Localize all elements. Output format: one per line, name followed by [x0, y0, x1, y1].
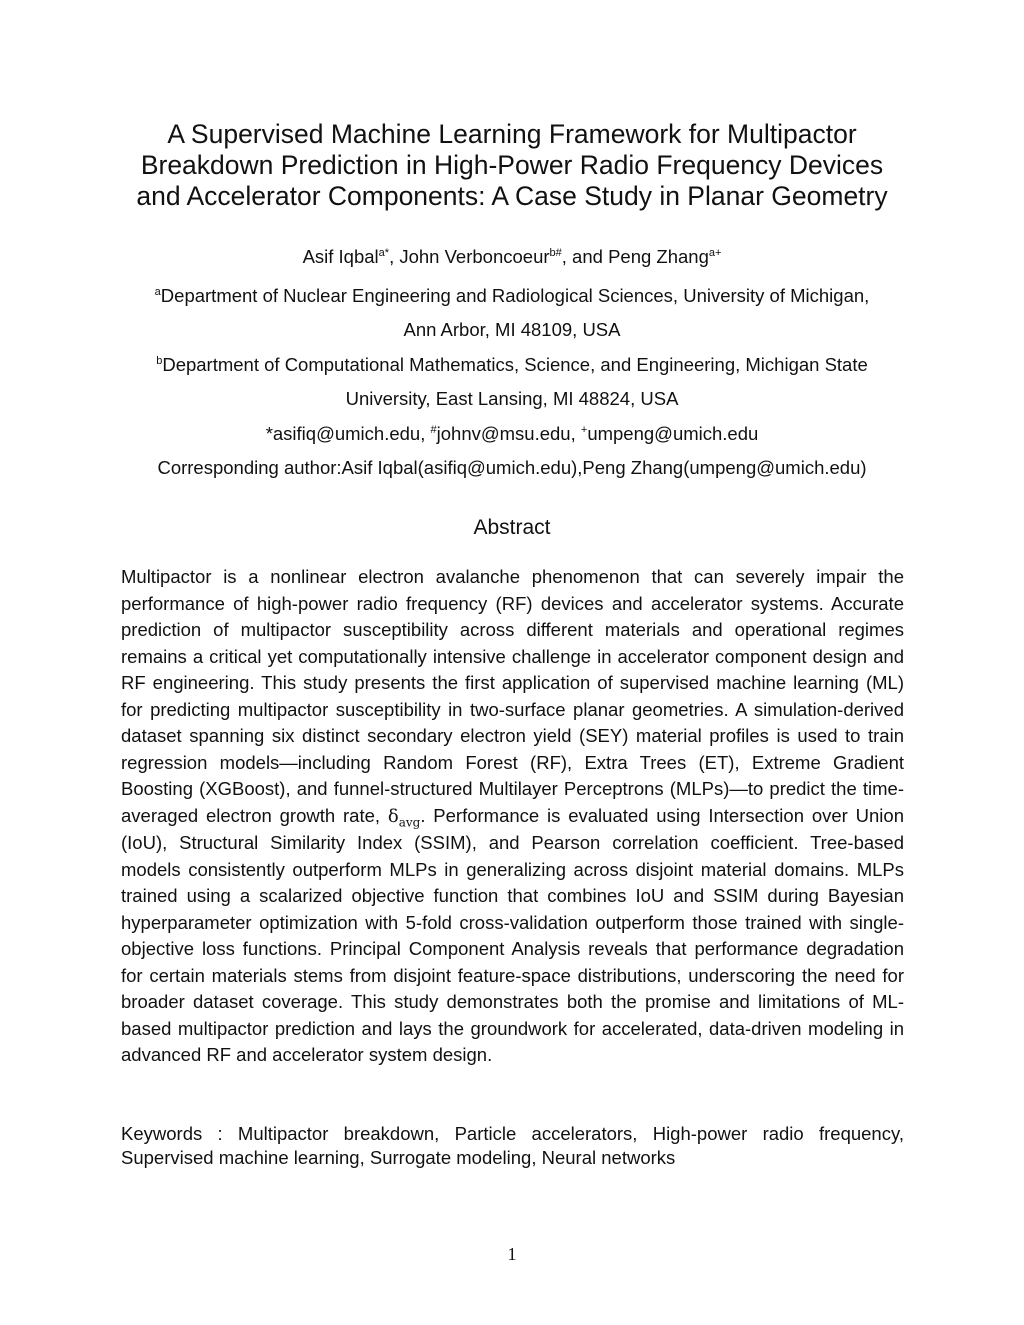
title-line-1: A Supervised Machine Learning Framework for Multipactor	[167, 119, 857, 149]
affiliation-b	[60, 354, 964, 376]
email-separator: ,	[570, 423, 581, 444]
keywords: Keywords : Multipactor breakdown, Particle accelerators, High-power radio frequency, Supervised machine learning, Surrogate modeling, Neural networks	[121, 1123, 904, 1168]
email-mark: +	[580, 424, 588, 436]
author-list	[60, 246, 964, 268]
author-separator: , and	[561, 246, 609, 267]
affiliation-b-address: University, East Lansing, MI 48824, USA	[345, 388, 679, 409]
author-affiliation-mark: a*	[378, 247, 390, 259]
affiliation-text: Department of Nuclear Engineering and Radiological Sciences, University of Michigan,	[160, 285, 870, 306]
email-separator: ,	[420, 423, 431, 444]
author-separator: ,	[389, 246, 400, 267]
email-list	[60, 423, 964, 445]
abstract-text	[121, 564, 904, 1069]
author-name: John Verboncoeur	[399, 246, 550, 267]
email-mark: #	[430, 424, 437, 436]
title-line-3: and Accelerator Components: A Case Study in Planar Geometry	[136, 181, 888, 211]
delta-subscript: avg	[398, 815, 421, 830]
abstract-text-part-1: Multipactor is a nonlinear electron avalanche phenomenon that can severely impair the performance of high-power radio frequency (RF) devices and accelerator systems. Accurate prediction of multipactor susceptibility across different materials and operational regimes remains a critical yet computationally intensive challenge in accelerator component design and RF engineering. This study presents the first application of supervised machine learning (ML) for predicting multipactor susceptibility in two-surface planar geometries. A simulation-derived dataset spanning six distinct secondary electron yield (SEY) material profiles is used to train regression models—including Random Forest (RF), Extra Trees (ET), Extreme Gradient Boosting (XGBoost), and funnel-structured Multilayer Perceptrons (MLPs)—to predict the time-averaged electron growth rate,	[121, 566, 904, 826]
abstract-heading: Abstract	[473, 516, 551, 539]
delta-avg-symbol	[387, 805, 421, 830]
corresponding-author: Corresponding author:Asif Iqbal(asifiq@umich.edu),Peng Zhang(umpeng@umich.edu)	[157, 457, 867, 478]
title-line-2: Breakdown Prediction in High-Power Radio Frequency Devices	[140, 150, 884, 180]
author-affiliation-mark: a+	[708, 247, 722, 259]
author-name: Peng Zhang	[608, 246, 709, 267]
paper-title	[100, 119, 924, 212]
email-mark: *	[265, 423, 273, 444]
author-affiliation-mark: b#	[549, 247, 562, 259]
affiliation-a	[60, 285, 964, 307]
affiliation-mark: a	[154, 286, 161, 298]
author-name: Asif Iqbal	[302, 246, 379, 267]
delta-symbol: δ	[387, 805, 399, 827]
affiliation-a-address: Ann Arbor, MI 48109, USA	[403, 319, 621, 340]
affiliation-mark: b	[156, 355, 163, 367]
email-link[interactable]: umpeng@umich.edu	[587, 423, 759, 444]
abstract-text-part-2: . Performance is evaluated using Intersection over Union (IoU), Structural Similarity Index (SSIM), and Pearson correlation coefficient. Tree-based models consistently outperform MLPs in generalizing across disjoint material domains. MLPs trained using a scalarized objective function that combines IoU and SSIM during Bayesian hyperparameter optimization with 5-fold cross-validation outperform those trained with single-objective loss functions. Principal Component Analysis reveals that performance degradation for certain materials stems from disjoint feature-space distributions, underscoring the need for broader dataset coverage. This study demonstrates both the promise and limitations of ML-based multipactor prediction and lays the groundwork for accelerated, data-driven modeling in advanced RF and accelerator system design.	[121, 804, 904, 1065]
affiliation-text: Department of Computational Mathematics, Science, and Engineering, Michigan State	[162, 354, 868, 375]
email-link[interactable]: johnv@msu.edu	[436, 423, 571, 444]
email-link[interactable]: asifiq@umich.edu	[272, 423, 421, 444]
page-number: 1	[507, 1244, 517, 1264]
